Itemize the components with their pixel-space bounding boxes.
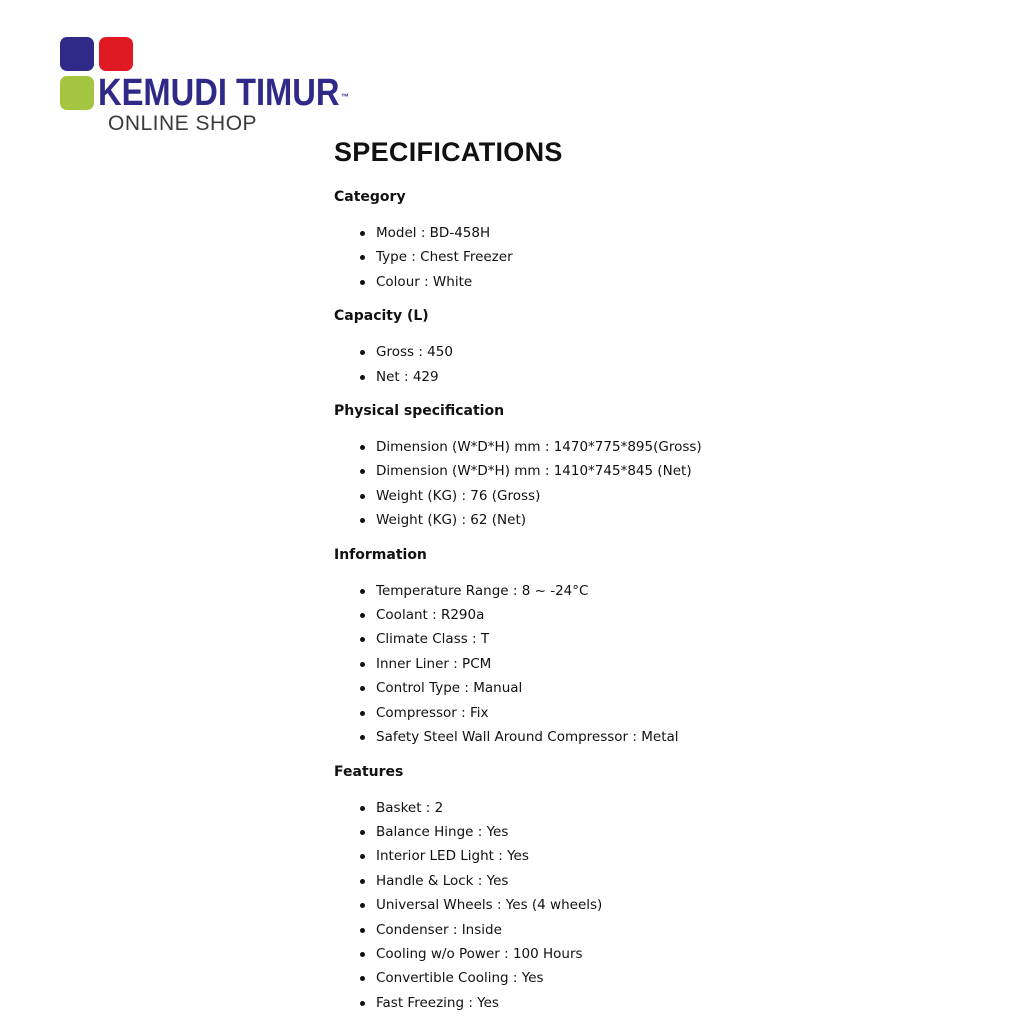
list-item: Basket : 2 [334, 796, 994, 820]
list-item: Type : Chest Freezer [334, 245, 994, 269]
list-item: Compressor : Fix [334, 701, 994, 725]
section-heading: Information [334, 546, 427, 563]
section-heading: Capacity (L) [334, 308, 429, 325]
list-item: Inner Liner : PCM [334, 652, 994, 676]
list-item: Balance Hinge : Yes [334, 820, 994, 844]
list-item: Interior LED Light : Yes [334, 844, 994, 868]
list-item: Handle & Lock : Yes [334, 869, 994, 893]
list-item: Cooling w/o Power : 100 Hours [334, 942, 994, 966]
trademark-symbol: ™ [341, 92, 349, 102]
spec-sections [334, 187, 994, 1015]
brand-name-text: KEMUDI TIMUR [98, 72, 340, 114]
list-item: Net : 429 [334, 365, 994, 389]
brand-subtitle: ONLINE SHOP [108, 112, 258, 135]
list-item: Universal Wheels : Yes (4 wheels) [334, 893, 994, 917]
list-item: Convertible Cooling : Yes [334, 966, 994, 990]
section-heading: Features [334, 763, 404, 780]
list-item: Condenser : Inside [334, 918, 994, 942]
list-item: Safety Steel Wall Around Compressor : Metal [334, 725, 994, 749]
list-item: Weight (KG) : 62 (Net) [334, 508, 994, 532]
list-item: Dimension (W*D*H) mm : 1410*745*845 (Net) [334, 459, 994, 483]
section-heading: Category [334, 189, 406, 205]
list-item: Climate Class : T [334, 627, 994, 651]
list-item: Colour : White [334, 270, 994, 294]
logo-blue-square [60, 37, 94, 71]
list-item: Dimension (W*D*H) mm : 1470*775*895(Gross) [334, 435, 994, 459]
list-item: Gross : 450 [334, 340, 994, 364]
list-item: Model : BD-458H [334, 221, 994, 245]
spec-list [334, 796, 994, 1016]
list-item: Temperature Range : 8 ~ -24°C [334, 579, 994, 603]
spec-list [334, 221, 994, 294]
logo-red-square [99, 37, 133, 71]
list-item: Coolant : R290a [334, 603, 994, 627]
brand-name [98, 73, 349, 113]
list-item: Control Type : Manual [334, 676, 994, 700]
spec-list [334, 340, 994, 389]
brand-logo [60, 37, 350, 137]
section-heading: Physical specification [334, 403, 505, 420]
logo-green-square [60, 76, 94, 110]
list-item: Weight (KG) : 76 (Gross) [334, 484, 994, 508]
spec-list [334, 435, 994, 533]
specifications-content [334, 134, 994, 1027]
list-item: Fast Freezing : Yes [334, 991, 994, 1015]
page-title: SPECIFICATIONS [334, 137, 563, 167]
spec-list [334, 579, 994, 750]
